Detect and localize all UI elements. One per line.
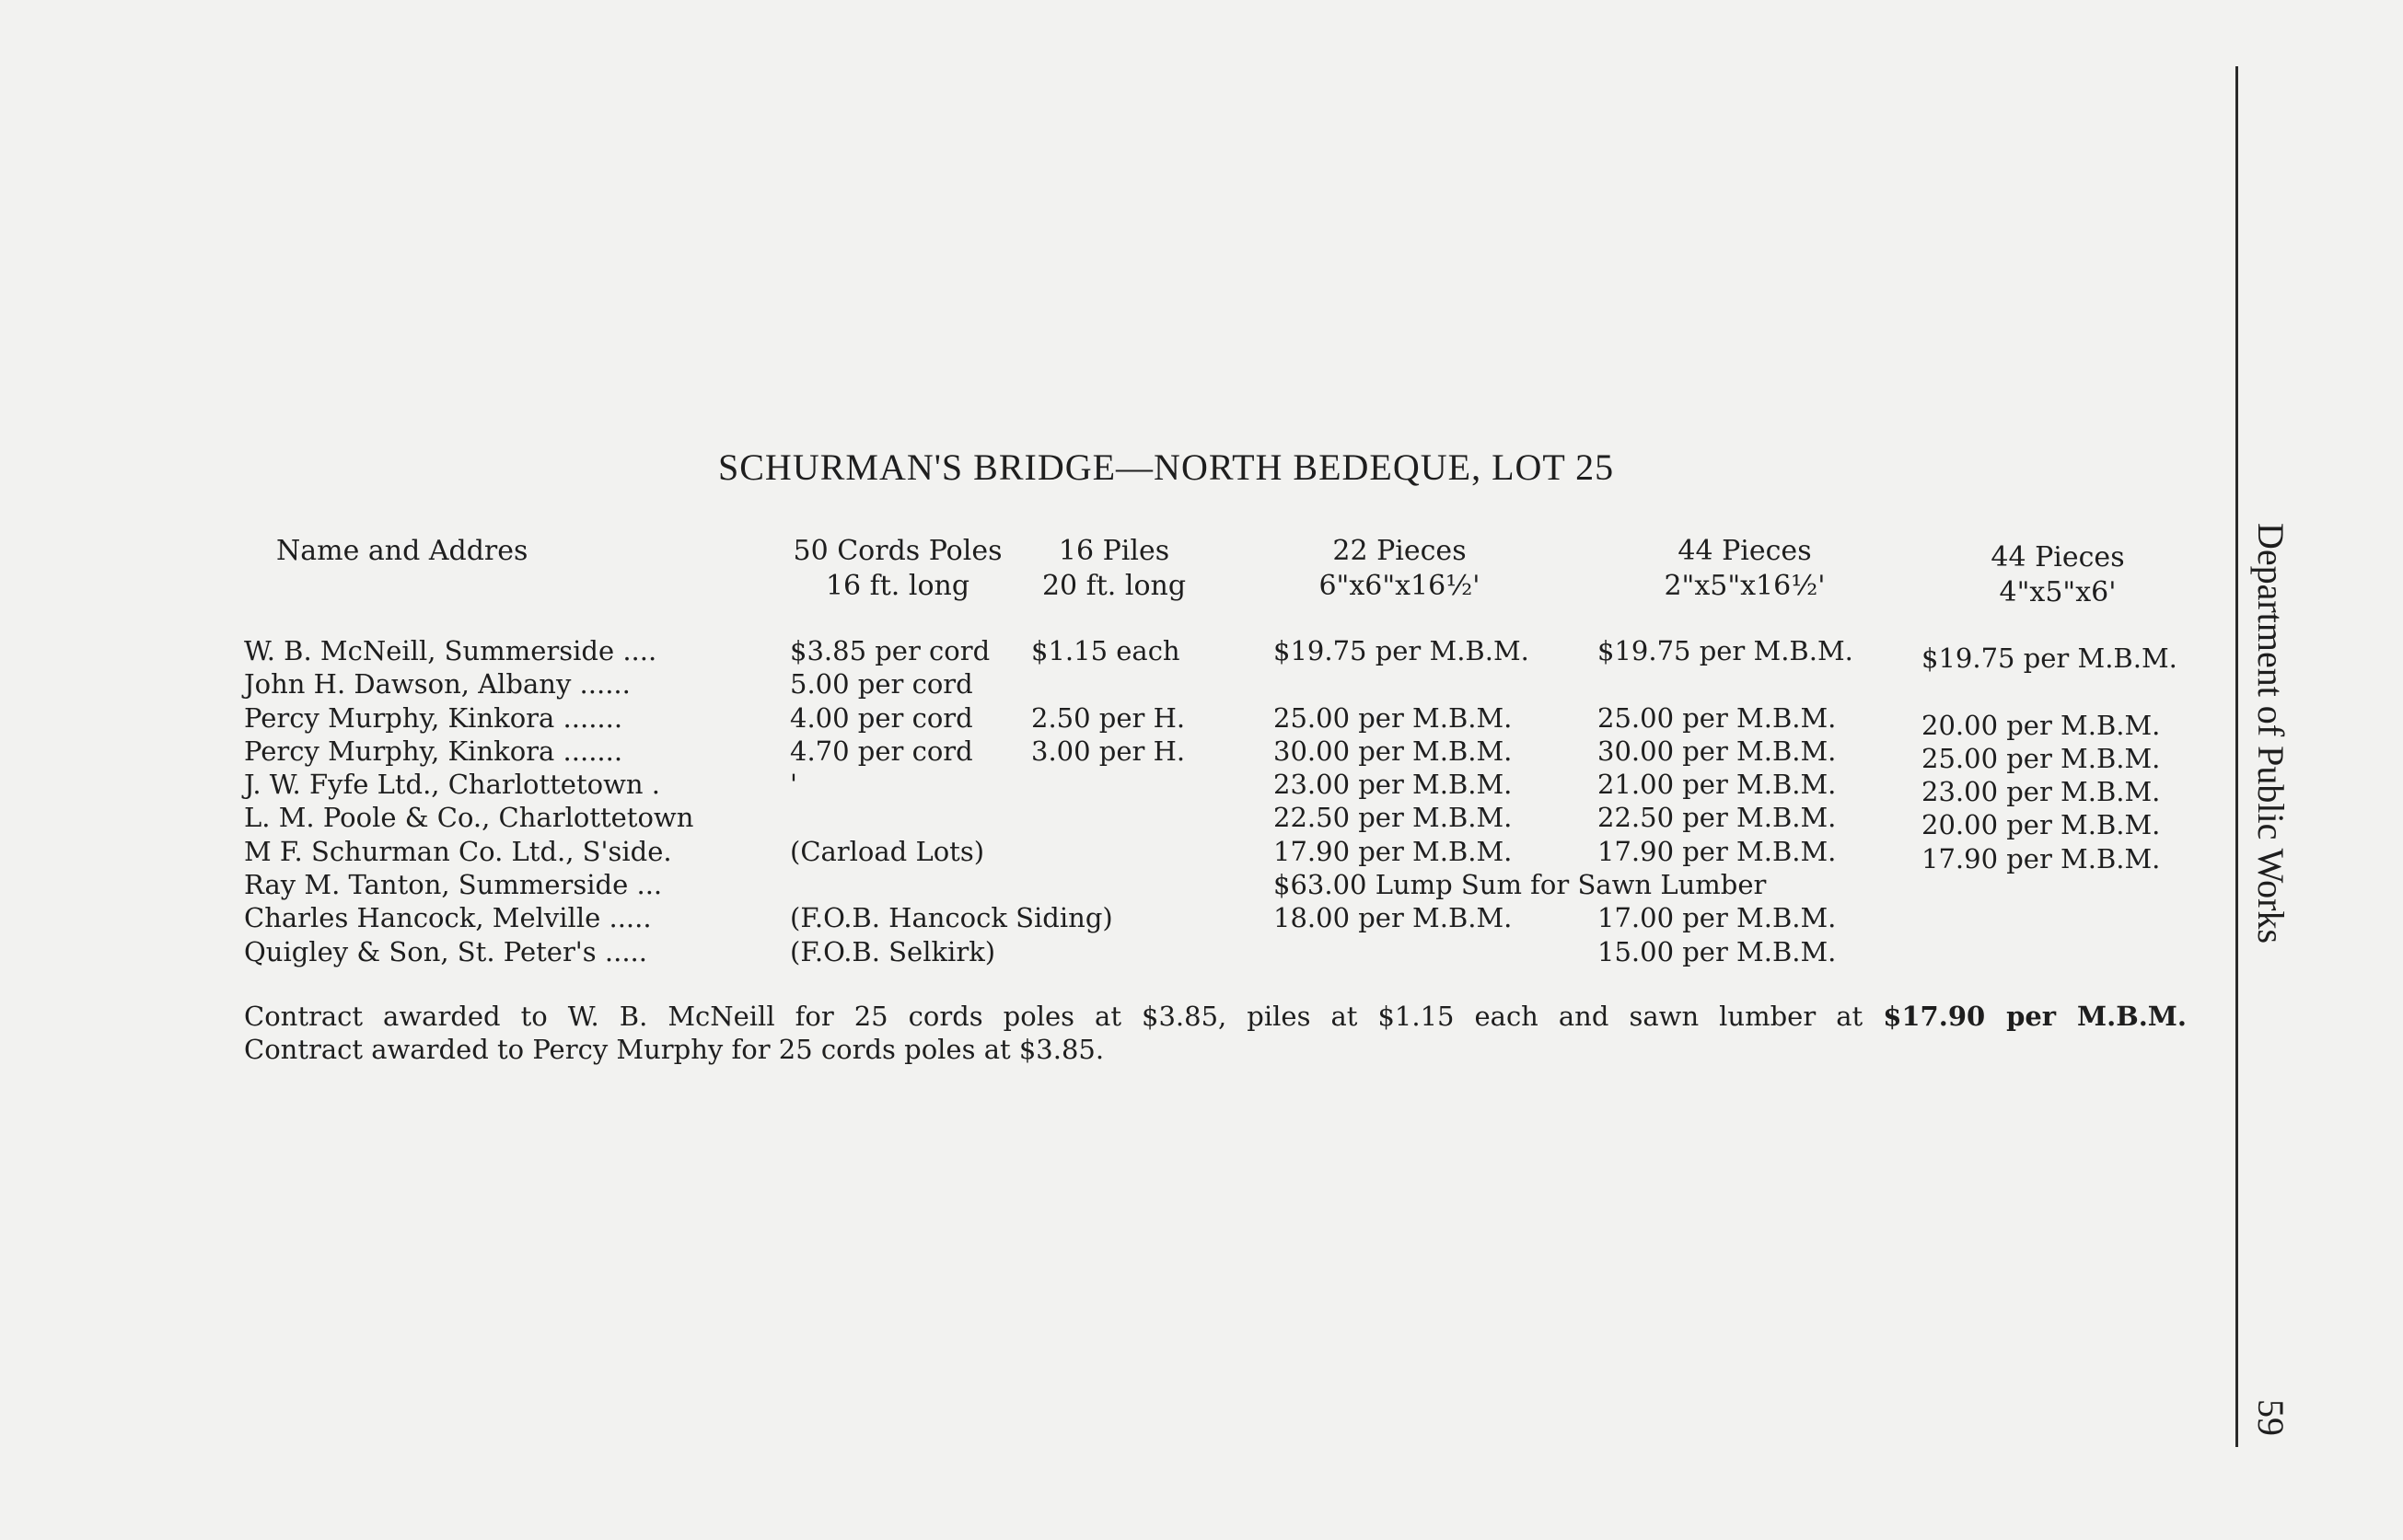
bidder-name: M F. Schurman Co. Ltd., S'side.	[244, 835, 672, 867]
bidder-name: W. B. McNeill, Summerside ....	[244, 635, 657, 666]
pieces-22-price: 30.00 per M.B.M.	[1273, 735, 1513, 767]
header-44-pieces-b-line1: 44 Pieces	[1991, 541, 2125, 573]
pieces-44a-price: $19.75 per M.B.M.	[1597, 635, 1853, 666]
pieces-22-price: 22.50 per M.B.M.	[1273, 802, 1513, 834]
table-row	[244, 936, 2214, 969]
bidder-name: L. M. Poole & Co., Charlottetown	[244, 802, 694, 834]
page-title: SCHURMAN'S BRIDGE—NORTH BEDEQUE, LOT 25	[718, 446, 1615, 488]
poles-price: '	[790, 769, 797, 801]
poles-price: (F.O.B. Selkirk)	[790, 935, 996, 967]
pieces-44a-price: 30.00 per M.B.M.	[1597, 735, 1837, 767]
pieces-22-price: 25.00 per M.B.M.	[1273, 701, 1513, 734]
header-name-label: Name and Addres	[276, 535, 528, 567]
piles-price: $1.15 each	[1031, 635, 1180, 666]
header-cords-poles	[783, 534, 1013, 604]
bidder-name: Percy Murphy, Kinkora .......	[244, 701, 623, 734]
poles-price: $3.85 per cord	[790, 635, 991, 666]
header-44-pieces-a-line2: 2"x5"x16½'	[1664, 570, 1826, 602]
header-cords-poles-line1: 50 Cords Poles	[793, 535, 1003, 567]
header-piles-line2: 20 ft. long	[1041, 570, 1187, 602]
pieces-44a-price: 25.00 per M.B.M.	[1597, 701, 1837, 734]
poles-price: 4.70 per cord	[790, 735, 973, 767]
pieces-22-price: $19.75 per M.B.M.	[1273, 635, 1529, 666]
poles-price: 4.00 per cord	[790, 701, 973, 734]
table-row	[244, 635, 2214, 674]
poles-price: (F.O.B. Hancock Siding)	[790, 902, 1113, 934]
header-22-pieces-line2: 6"x6"x16½'	[1318, 570, 1480, 602]
running-head	[2246, 523, 2302, 1038]
bidder-name: Quigley & Son, St. Peter's .....	[244, 935, 647, 967]
header-name-address	[276, 534, 528, 569]
pieces-44a-price: 22.50 per M.B.M.	[1597, 802, 1837, 834]
header-44-pieces-a	[1620, 534, 1869, 604]
bidder-name: John H. Dawson, Albany ......	[244, 668, 631, 701]
pieces-22-price: 17.90 per M.B.M.	[1273, 835, 1513, 867]
page-number	[2246, 1399, 2292, 1442]
pieces-44b-price: 20.00 per M.B.M.	[1921, 709, 2161, 741]
bidder-name: Ray M. Tanton, Summerside ...	[244, 869, 663, 901]
pieces-44b-price: $19.75 per M.B.M.	[1921, 643, 2177, 674]
bidder-name: J. W. Fyfe Ltd., Charlottetown .	[244, 769, 661, 801]
poles-price: 5.00 per cord	[790, 668, 973, 701]
contract-notes	[244, 1000, 2187, 1066]
contract-line-mcneill	[244, 1000, 2187, 1033]
table-row	[244, 735, 2214, 774]
pieces-44a-price: 17.00 per M.B.M.	[1597, 902, 1837, 934]
piles-price: 3.00 per H.	[1031, 735, 1186, 767]
table-row	[244, 835, 2214, 874]
page-number-label: 59	[2250, 1399, 2292, 1436]
tender-table	[244, 635, 2214, 969]
pieces-44b-price: 23.00 per M.B.M.	[1921, 776, 2161, 808]
pieces-44b-price: 25.00 per M.B.M.	[1921, 742, 2161, 774]
header-piles-line1: 16 Piles	[1058, 535, 1170, 567]
piles-price: 2.50 per H.	[1031, 701, 1186, 734]
header-cords-poles-line2: 16 ft. long	[825, 570, 970, 602]
table-row	[244, 668, 2214, 701]
poles-price: (Carload Lots)	[790, 835, 985, 867]
contract-line-mcneill-price: $17.90 per M.B.M.	[1883, 1001, 2187, 1032]
bidder-name: Percy Murphy, Kinkora .......	[244, 735, 623, 767]
pieces-44a-price: 17.90 per M.B.M.	[1597, 835, 1837, 867]
pieces-22-price: $63.00 Lump Sum for Sawn Lumber	[1273, 869, 1767, 901]
margin-rule	[2235, 66, 2238, 1447]
department-label: Department of Public Works	[2250, 523, 2292, 944]
pieces-44a-price: 21.00 per M.B.M.	[1597, 769, 1837, 801]
pieces-44a-price: 15.00 per M.B.M.	[1597, 935, 1837, 967]
header-44-pieces-a-line1: 44 Pieces	[1677, 535, 1812, 567]
pieces-44b-price: 17.90 per M.B.M.	[1921, 842, 2161, 874]
table-row	[244, 902, 2214, 935]
contract-line-murphy: Contract awarded to Percy Murphy for 25 cords poles at $3.85.	[244, 1034, 1105, 1065]
table-row	[244, 769, 2214, 808]
pieces-44b-price: 20.00 per M.B.M.	[1921, 809, 2161, 841]
pieces-22-price: 18.00 per M.B.M.	[1273, 902, 1513, 934]
contract-line-mcneill-text: Contract awarded to W. B. McNeill for 25 cords poles at $3.85, piles at $1.15 each and sawn lumber at	[244, 1001, 1863, 1032]
header-22-pieces-line1: 22 Pieces	[1332, 535, 1467, 567]
table-row	[244, 802, 2214, 841]
table-row	[244, 869, 2214, 902]
header-44-pieces-b-line2: 4"x5"x6'	[1999, 576, 2117, 608]
header-22-pieces	[1271, 534, 1528, 604]
pieces-22-price: 23.00 per M.B.M.	[1273, 769, 1513, 801]
table-row	[244, 701, 2214, 741]
header-44-pieces-b	[1933, 540, 2182, 610]
header-piles	[1017, 534, 1211, 604]
bidder-name: Charles Hancock, Melville .....	[244, 902, 652, 934]
